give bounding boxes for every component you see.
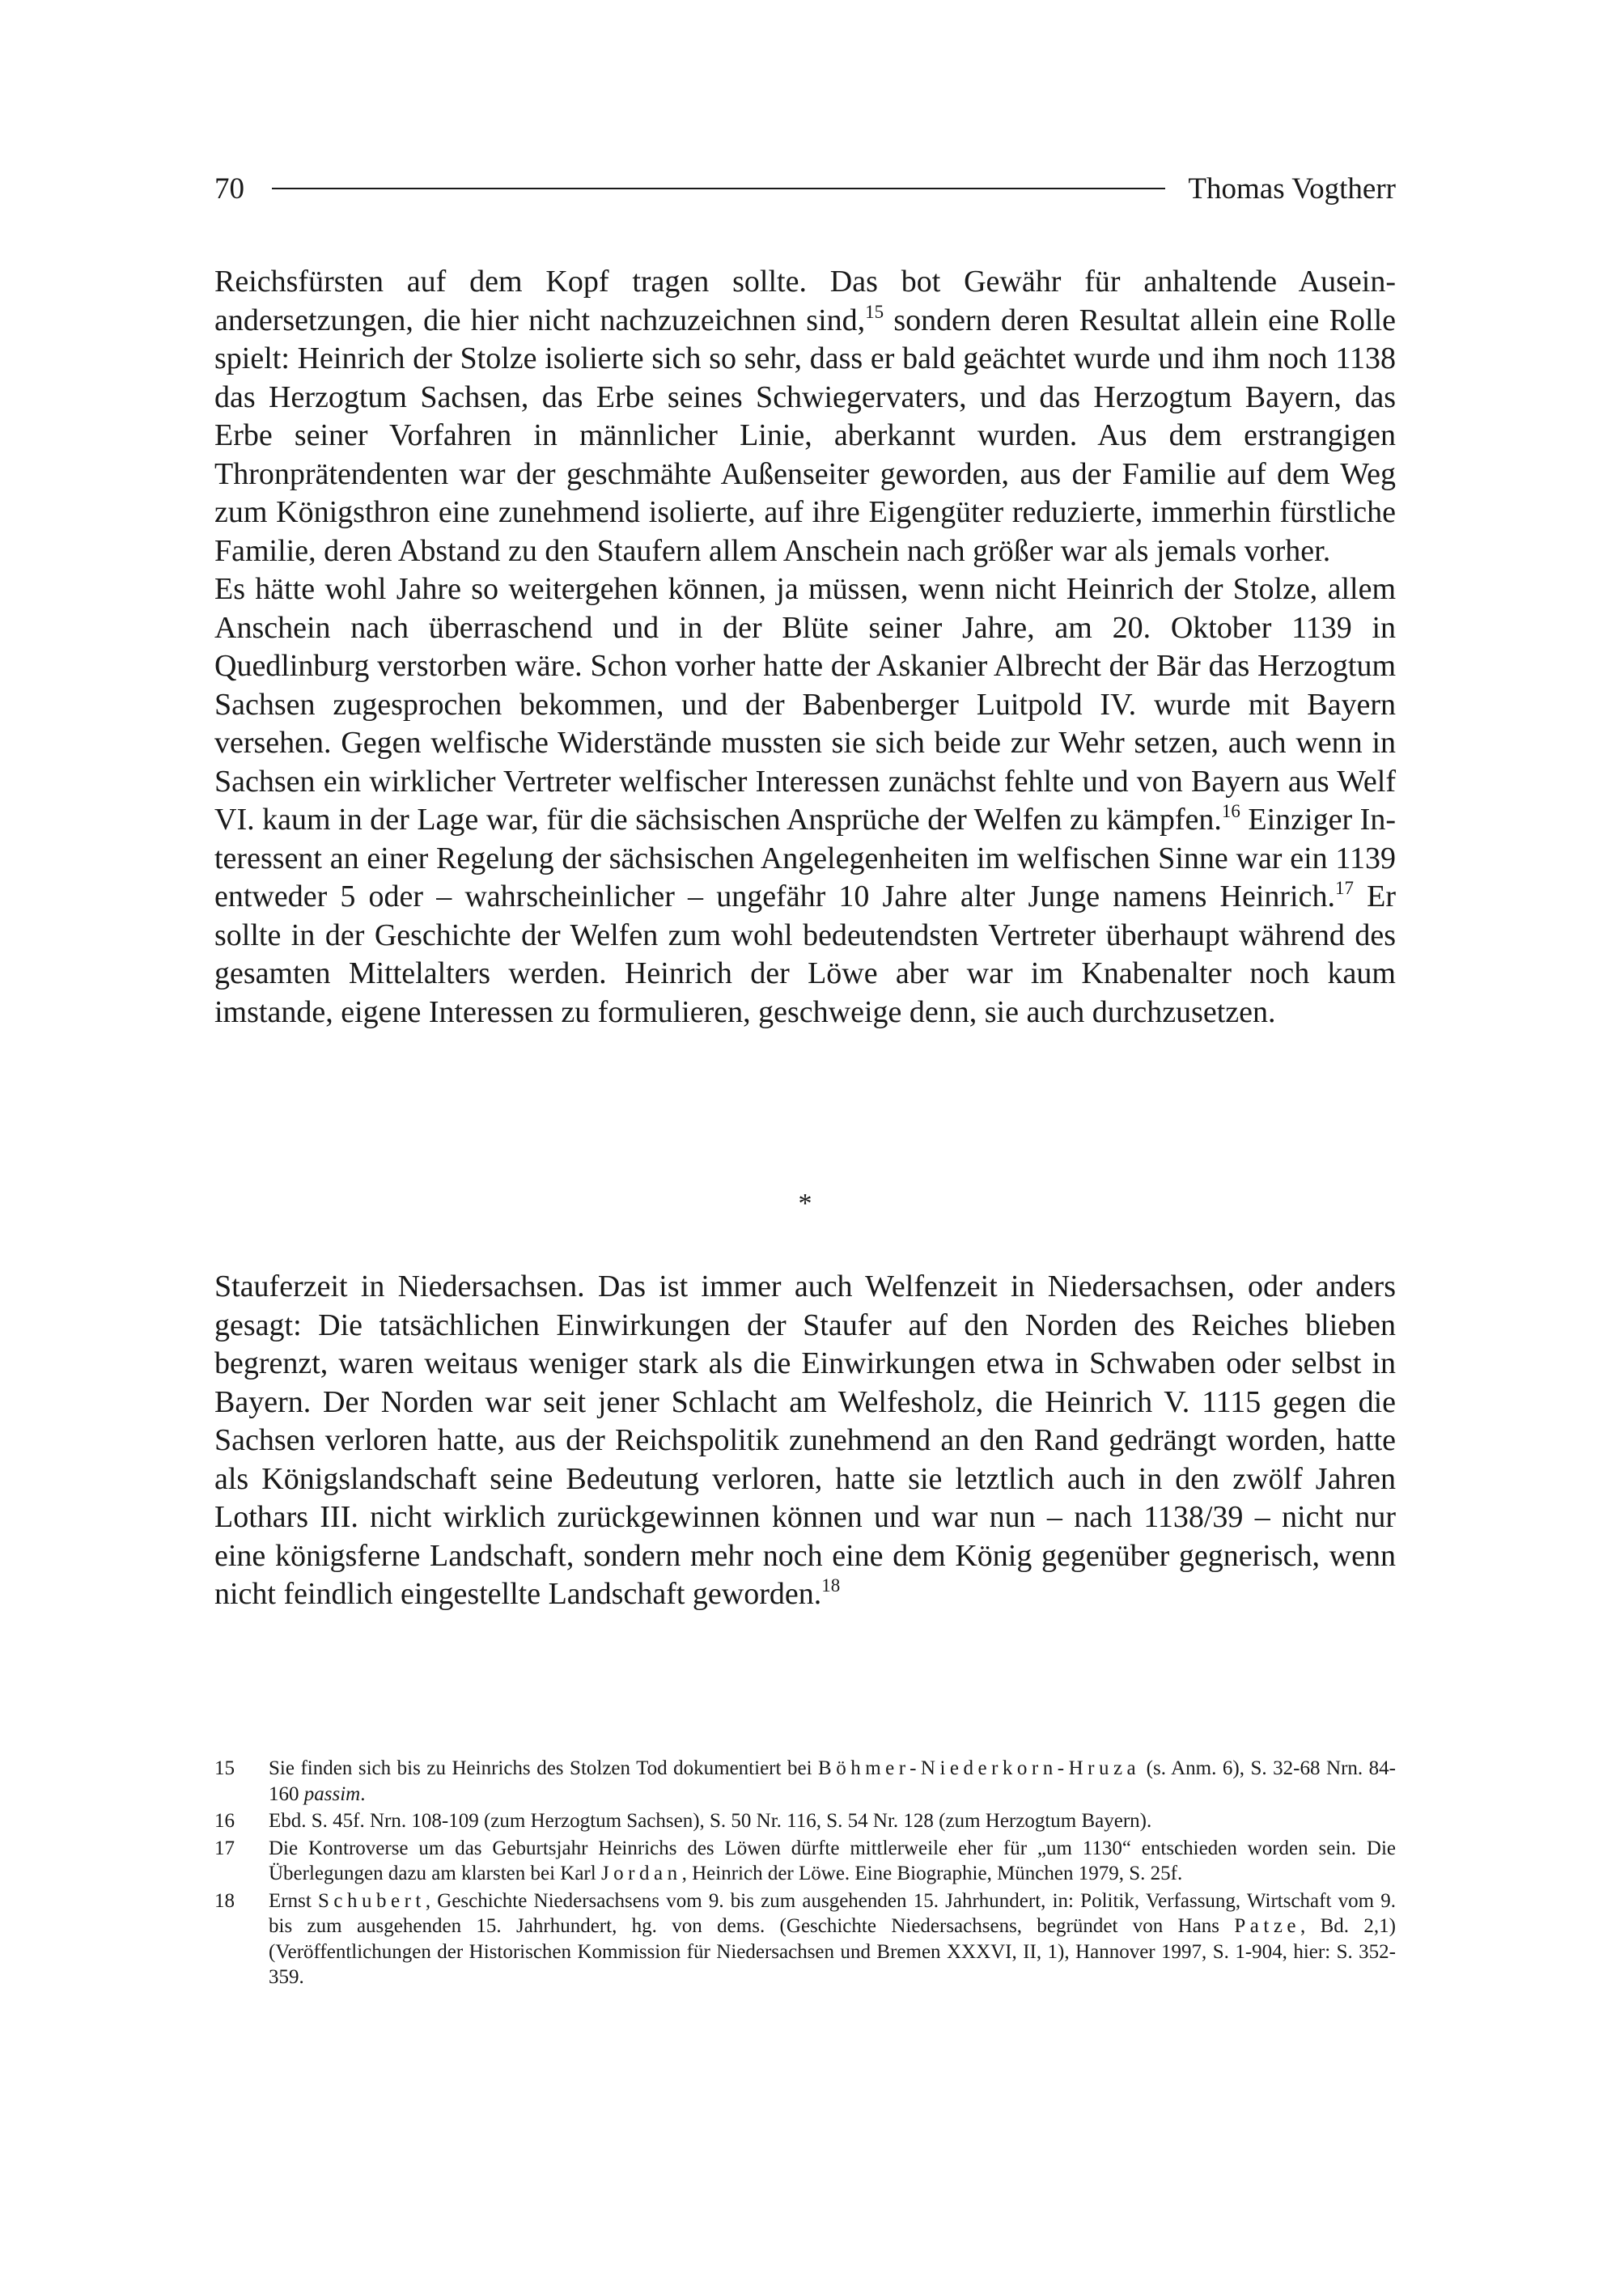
footnotes <box>214 1756 1396 1992</box>
paragraph-3-text: Stauferzeit in Niedersachsen. Das ist immer auch Welfenzeit in Niedersachsen, oder anders gesagt: Die tatsächlichen Einwirkungen der Staufer auf den Norden des Reiches blieben begrenzt, waren weitaus weniger stark als die Einwirkungen etwa in Schwaben oder selbst in Bayern. Der Norden war seit jener Schlacht am Welfesholz, die Heinrich V. 1115 gegen die Sachsen verloren hatte, aus der Reichspolitik zunehmend an den Rand gedrängt worden, hatte als Königslandschaft seine Bedeutung verloren, hatte sie letztlich auch in den zwölf Jahren Lothars III. nicht wirklich zurückgewinnen können und war nun – nach 1138/39 – nicht nur eine königsferne Landschaft, sondern mehr noch eine dem König gegenüber gegnerisch, wenn nicht feindlich eingestellte Landschaft geworden. <box>214 1269 1396 1611</box>
paragraph-1-text-b: sondern deren Resultat allein eine Rolle spielt: Heinrich der Stolze isolierte sich so sehr, dass er bald geächtet wurde und ihm noch 1138 das Herzogtum Sachsen, das Erbe seines Schwiegervaters, und das Herzogtum Bayern, das Erbe seiner Vorfahren in männlicher Linie, aberkannt wurden. Aus dem erstrangigen Thronprätendenten war der geschmähte Außenseiter geworden, aus der Familie auf dem Weg zum Königsthron eine zunehmend isolierte, auf ihre Eigengüter reduzierte, immerhin fürstliche Familie, deren Abstand zu den Staufern allem Anschein nach größer war als jemals vorher. <box>214 303 1396 568</box>
paragraph-2-text-b: Einziger Interessent an einer Regelung der sächsischen Angelegenheiten im welfischen Sinne war ein 1139 entweder 5 oder – wahrscheinlicher – ungefähr 10 Jahre alter Junge namens Heinrich. <box>214 803 1396 913</box>
footnote-number: 16 <box>214 1810 235 1832</box>
footnote-15-text-a: Sie finden sich bis zu Heinrichs des Stolzen Tod dokumentiert bei <box>269 1757 819 1779</box>
paragraph-2-text-a: Es hätte wohl Jahre so weitergehen können, ja müssen, wenn nicht Heinrich der Stolze, allem Anschein nach überraschend und in der Blüte seiner Jahre, am 20. Oktober 1139 in Quedlinburg verstorben wäre. Schon vorher hatte der Askanier Albrecht der Bär das Herzogtum Sachsen zugesprochen bekommen, und der Babenberger Luitpold IV. wurde mit Bayern versehen. Gegen welfische Widerstände mussten sie sich beide zur Wehr setzen, auch wenn in Sachsen ein wirklicher Vertreter welfischer Interessen zunächst fehlte und von Bayern aus Welf VI. kaum in der Lage war, für die sächsischen Ansprüche der Welfen zu kämpfen. <box>214 572 1396 837</box>
section-separator: * <box>798 1189 812 1219</box>
footnote-ref-16[interactable]: 16 <box>1221 801 1240 821</box>
footnote-number: 15 <box>214 1757 235 1779</box>
paragraph-1-text-a: Reichsfürsten auf dem Kopf tragen sollte. Das bot Gewähr für anhaltende Auseinandersetzungen, die hier nicht nachzuzeichnen sind, <box>214 265 1396 337</box>
paragraph-2 <box>214 570 1396 1032</box>
paragraph-2-text-c: Er sollte in der Geschichte der Welfen zum wohl bedeutendsten Vertreter überhaupt während des gesamten Mittelalters werden. Heinrich der Löwe aber war im Knabenalter noch kaum imstande, eigene Interessen zu formulieren, geschweige denn, sie auch durchzusetzen. <box>214 879 1396 1029</box>
book-page <box>214 0 1396 2293</box>
footnote-number: 18 <box>214 1889 235 1912</box>
paragraph-3 <box>214 1268 1396 1614</box>
running-header-author: Thomas Vogtherr <box>1188 172 1396 206</box>
footnote-text <box>269 1756 1396 1807</box>
footnote-17-text-a: Die Kontroverse um das Geburtsjahr Heinrichs des Löwen dürfte mittlerweile eher für „um 1130“ entschieden worden sein. Die Überlegungen dazu am klarsten bei Karl <box>269 1837 1396 1884</box>
paragraph-1 <box>214 263 1396 570</box>
footnote-text <box>269 1836 1396 1887</box>
footnote-15-author: Böhmer-Niederkorn-Hruza <box>818 1757 1141 1779</box>
footnote-17 <box>214 1836 1396 1887</box>
main-text <box>214 263 1396 1032</box>
header-rule <box>272 188 1165 189</box>
footnote-ref-18[interactable]: 18 <box>821 1575 841 1596</box>
footnote-17-author: Jordan <box>600 1863 682 1884</box>
footnote-18-text-b: , Geschichte Niedersachsens vom 9. bis zum ausgehenden 15. Jahrhundert, in: Politik, Verfassung, Wirtschaft vom 9. bis zum ausgehenden 15. Jahrhundert, hg. von dems. (Geschichte Niedersachsens, begründet von Hans <box>269 1889 1396 1937</box>
footnote-18-text-a: Ernst <box>269 1889 318 1912</box>
footnote-18-text-c: , Bd. 2,1) (Veröffentlichungen der Historischen Kommission für Niedersachsen und Bremen XXXVI, II, 1), Hannover 1997, S. 1-904, hier: S. 352-359. <box>269 1915 1397 1988</box>
footnote-15-italic: passim <box>303 1782 361 1805</box>
footnote-18-editor: Patze <box>1234 1915 1301 1937</box>
footnote-15 <box>214 1756 1396 1807</box>
page-number: 70 <box>214 172 244 206</box>
footnote-17-text-b: , Heinrich der Löwe. Eine Biographie, München 1979, S. 25f. <box>681 1863 1183 1884</box>
running-header <box>214 166 1396 211</box>
footnote-15-text-c: . <box>360 1782 366 1805</box>
section-two <box>214 1268 1396 1614</box>
footnote-text: Ebd. S. 45f. Nrn. 108-109 (zum Herzogtum Sachsen), S. 50 Nr. 116, S. 54 Nr. 128 (zum Herzogtum Bayern). <box>269 1810 1152 1832</box>
footnote-text <box>269 1888 1396 1990</box>
footnote-ref-15[interactable]: 15 <box>865 301 884 322</box>
footnote-16 <box>214 1808 1396 1834</box>
footnote-15-text-b: (s. Anm. 6), S. 32-68 Nrn. 84-160 <box>269 1757 1397 1805</box>
footnote-18-author: Schubert <box>317 1889 426 1912</box>
footnote-number: 17 <box>214 1837 235 1859</box>
footnote-18 <box>214 1888 1396 1990</box>
footnote-ref-17[interactable]: 17 <box>1334 878 1354 898</box>
